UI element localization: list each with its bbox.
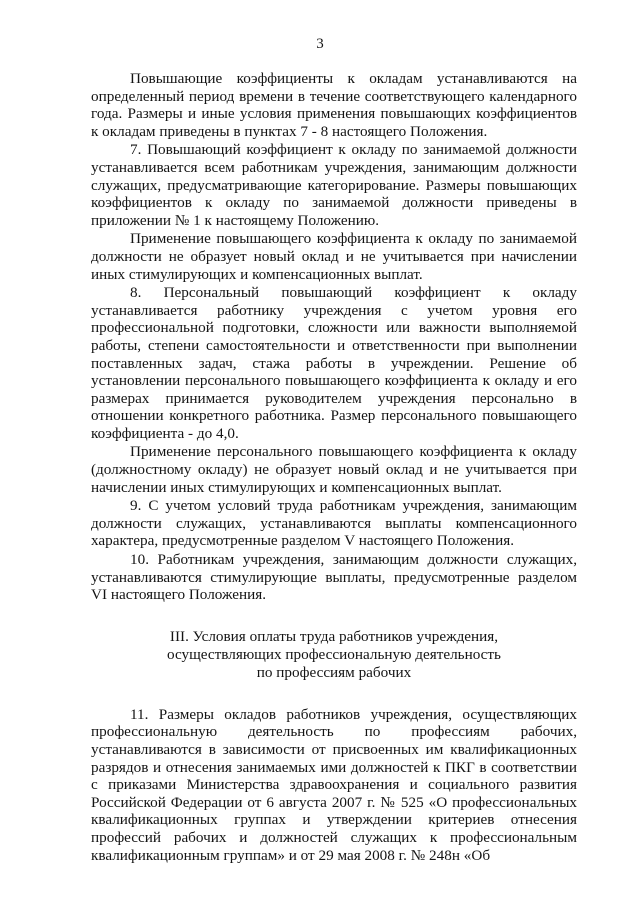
document-body xyxy=(91,70,577,865)
paragraph-item-11: 11. Размеры окладов работников учреждения, осуществляющих профессиональную деятельность по профессиям рабочих, устанавливаются в зависимости от присвоенных им квалификационных разрядов и отнесения занимаемых ими должностей к ПКГ в соответствии с приказами Министерства здравоохранения и социального развития Российской Федерации от 6 августа 2007 г. № 525 «О профессиональных квалификационных группах и утверждении критериев отнесения профессий рабочих и должностей служащих к профессиональным квалификационным группам» и от 29 мая 2008 г. № 248н «Об xyxy=(91,705,577,864)
section-heading-line-1: III. Условия оплаты труда работников учреждения, xyxy=(169,627,499,645)
section-heading xyxy=(91,628,577,682)
paragraph-item-7: 7. Повышающий коэффициент к окладу по занимаемой должности устанавливается всем работникам учреждения, занимающим должности служащих, предусматривающие категорирование. Размеры повышающих коэффициентов к окладу по занимаемой должности приведены в приложении № 1 к настоящему Положению. xyxy=(91,141,577,229)
paragraph-item-7-application: Применение повышающего коэффициента к окладу по занимаемой должности не образует новый оклад и не учитывается при начислении иных стимулирующих и компенсационных выплат. xyxy=(91,230,577,283)
paragraph-item-9: 9. С учетом условий труда работникам учреждения, занимающим должности служащих, устанавливаются выплаты компенсационного характера, предусмотренные разделом V настоящего Положения. xyxy=(91,497,577,550)
page-number: 3 xyxy=(316,36,324,52)
section-heading-line-3: по профессиям рабочих xyxy=(256,663,412,681)
paragraph-coefficients-intro: Повышающие коэффициенты к окладам устанавливаются на определенный период времени в течение соответствующего календарного года. Размеры и иные условия применения повышающих коэффициентов к окладам приведены в пунктах 7 - 8 настоящего Положения. xyxy=(91,70,577,140)
section-heading-line-2: осуществляющих профессиональную деятельность xyxy=(167,645,501,663)
paragraph-item-8: 8. Персональный повышающий коэффициент к окладу устанавливается работнику учреждения с учетом уровня его профессиональной подготовки, сложности или важности выполняемой работы, степени самостоятельности и ответственности при выполнении поставленных задач, стажа работы в учреждении. Решение об установлении персонального повышающего коэффициента к окладу и его размерах принимается руководителем учреждения персонально в отношении конкретного работника. Размер персонального повышающего коэффициента - до 4,0. xyxy=(91,284,577,442)
paragraph-item-8-application: Применение персонального повышающего коэффициента к окладу (должностному окладу) не образует новый оклад и не учитывается при начислении иных стимулирующих и компенсационных выплат. xyxy=(91,443,577,496)
paragraph-item-10: 10. Работникам учреждения, занимающим должности служащих, устанавливаются стимулирующие выплаты, предусмотренные разделом VI настоящего Положения. xyxy=(91,551,577,604)
